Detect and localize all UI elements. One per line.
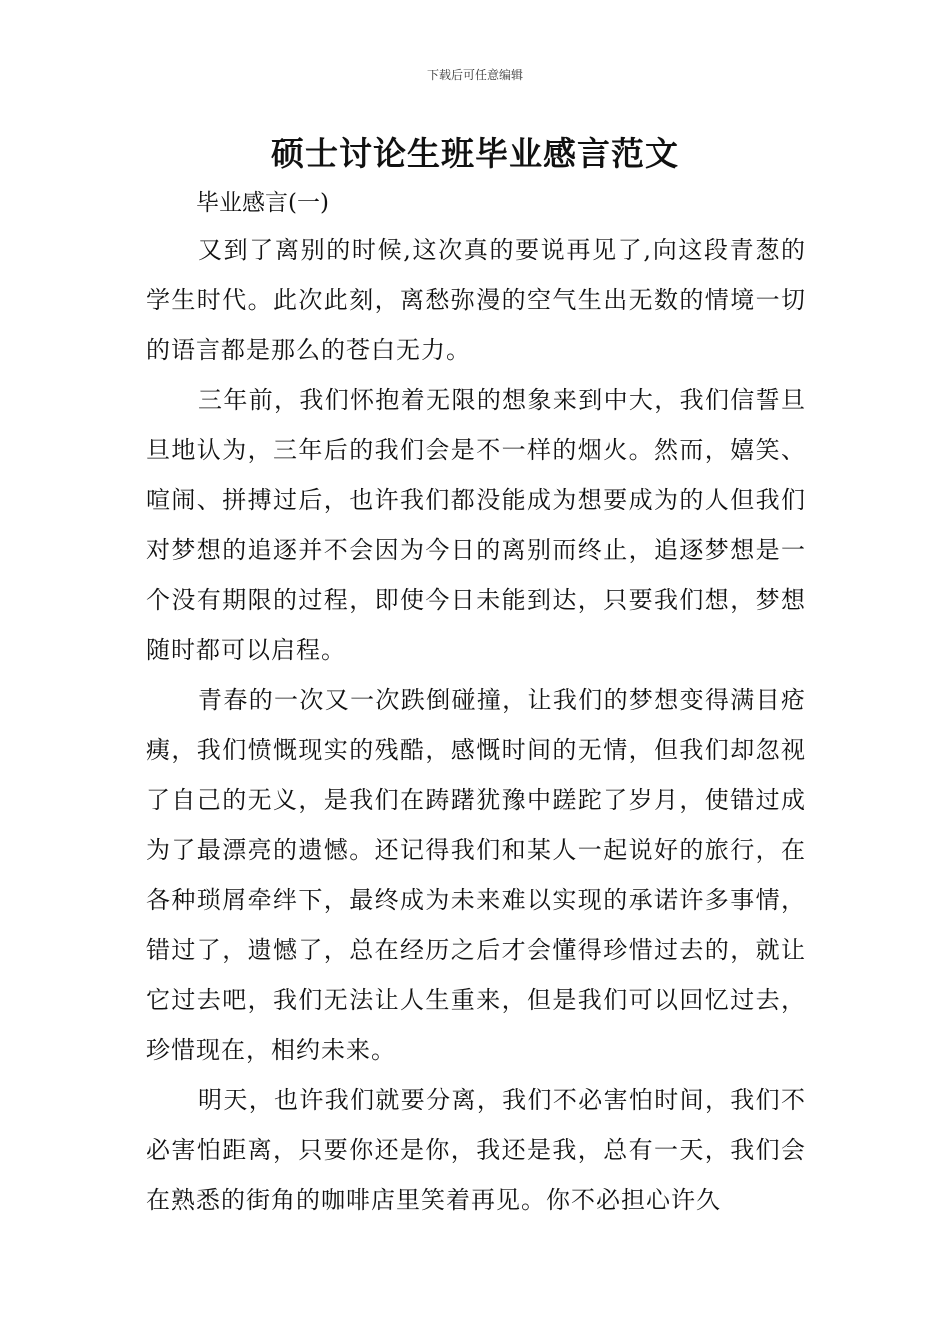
header-note: 下载后可任意编辑	[426, 68, 523, 82]
paragraph: 青春的一次又一次跌倒碰撞，让我们的梦想变得满目疮痍，我们愤慨现实的残酷，感慨时间的无情，但我们却忽视了自己的无义，是我们在踌躇犹豫中蹉跎了岁月，使错过成为了最漂亮的遗憾。还记得我们和某人一起说好的旅行，在各种琐屑牵绊下，最终成为未来难以实现的承诺许多事情，错过了，遗憾了，总在经历之后才会懂得珍惜过去的，就让它过去吧，我们无法让人生重来，但是我们可以回忆过去，珍惜现在，相约未来。	[146, 686, 806, 1064]
paragraph: 三年前，我们怀抱着无限的想象来到中大，我们信誓旦旦地认为，三年后的我们会是不一样的烟火。然而，嬉笑、喧闹、拼搏过后，也许我们都没能成为想要成为的人但我们对梦想的追逐并不会因为今日的离别而终止，追逐梦想是一个没有期限的过程，即使今日未能到达，只要我们想，梦想随时都可以启程。	[146, 386, 806, 664]
document-title: 硕士讨论生班毕业感言范文	[271, 134, 679, 173]
section-subtitle: 毕业感言(一)	[196, 190, 329, 216]
body-text	[146, 225, 806, 1225]
paragraph: 又到了离别的时候,这次真的要说再见了,向这段青葱的学生时代。此次此刻，离愁弥漫的空气生出无数的情境一切的语言都是那么的苍白无力。	[146, 236, 806, 364]
paragraph: 明天，也许我们就要分离，我们不必害怕时间，我们不必害怕距离，只要你还是你，我还是我，总有一天，我们会在熟悉的街角的咖啡店里笑着再见。你不必担心许久	[146, 1086, 806, 1214]
